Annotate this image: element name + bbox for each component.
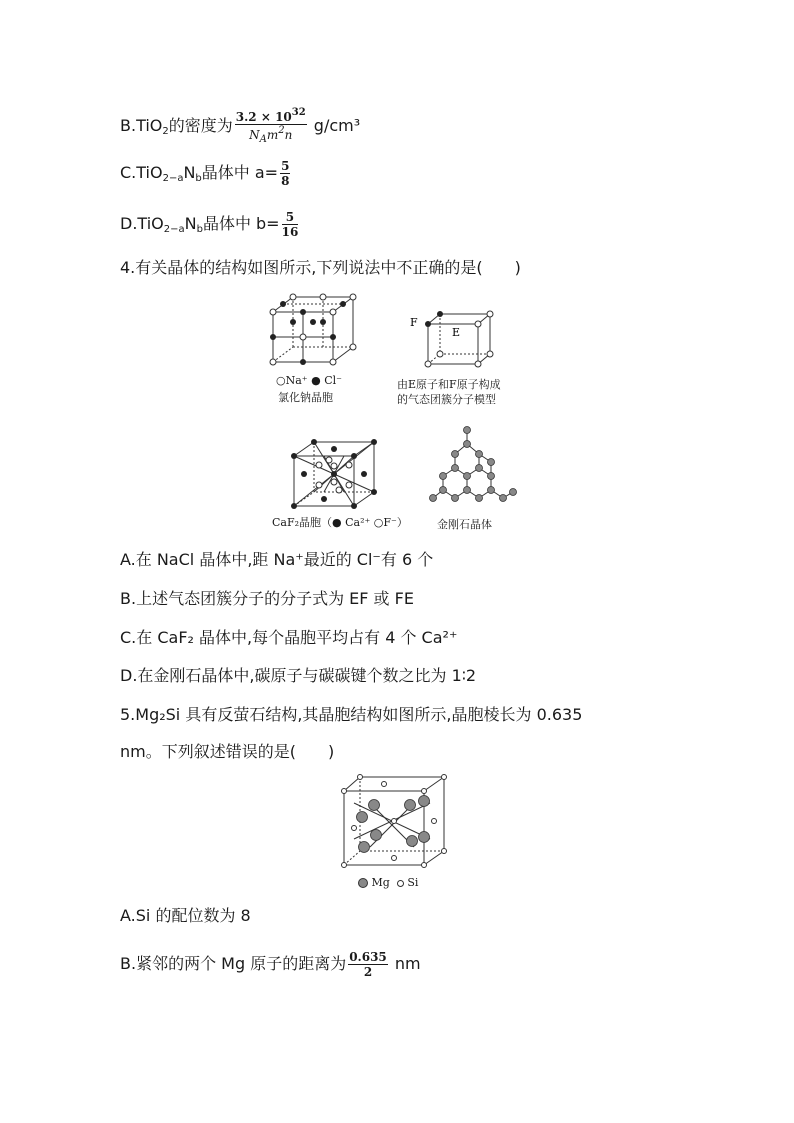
den-exp: 2 bbox=[278, 125, 285, 136]
unit: g/cm³ bbox=[313, 116, 361, 135]
nacl-legend: ○Na⁺ ● Cl⁻ bbox=[276, 374, 342, 387]
label-f: F bbox=[410, 316, 418, 329]
q5-stem-line2: nm。下列叙述错误的是( ) bbox=[120, 742, 335, 761]
formula: D.TiO bbox=[120, 214, 164, 233]
mg-legend-dot bbox=[358, 878, 368, 888]
si-legend-dot bbox=[397, 880, 404, 887]
q3-option-c bbox=[120, 160, 292, 189]
q4-option-d: D.在金刚石晶体中,碳原子与碳碳键个数之比为 1∶2 bbox=[120, 666, 477, 685]
distance-fraction bbox=[348, 951, 388, 978]
q4-option-a: A.在 NaCl 晶体中,距 Na⁺最近的 Cl⁻有 6 个 bbox=[120, 550, 434, 569]
subscript: 2−a bbox=[162, 173, 184, 184]
formula: B.TiO bbox=[120, 116, 163, 135]
numerator: 5 bbox=[282, 211, 299, 225]
caf2-caption: CaF₂晶胞（● Ca²⁺ ○F⁻） bbox=[272, 516, 408, 529]
q4-stem: 4.有关晶体的结构如图所示,下列说法中不正确的是( ) bbox=[120, 258, 521, 277]
subscript-b: b bbox=[196, 224, 203, 235]
denominator: 2 bbox=[363, 965, 373, 979]
ef-cluster-figure bbox=[408, 302, 498, 372]
q3-option-b bbox=[120, 108, 360, 145]
denominator: 16 bbox=[281, 225, 299, 239]
label-e: E bbox=[452, 326, 461, 339]
mg2si-legend bbox=[358, 876, 418, 889]
diamond-caption: 金刚石晶体 bbox=[437, 518, 492, 531]
caf2-unit-cell-figure bbox=[288, 438, 380, 510]
q4-option-b: B.上述气态团簇分子的分子式为 EF 或 FE bbox=[120, 589, 414, 608]
q5-option-a: A.Si 的配位数为 8 bbox=[120, 906, 251, 925]
den-n: N bbox=[249, 128, 260, 142]
option-text: 晶体中 b= bbox=[202, 214, 280, 233]
den-m: m bbox=[266, 128, 279, 142]
subscript: 2 bbox=[162, 126, 169, 137]
den-sub: A bbox=[259, 134, 267, 145]
fraction bbox=[282, 211, 299, 238]
numerator: 3.2 × 10 bbox=[235, 110, 292, 124]
numerator: 0.635 bbox=[349, 950, 387, 964]
fraction bbox=[280, 160, 290, 187]
numerator: 5 bbox=[281, 159, 290, 173]
q3-option-d bbox=[120, 211, 300, 240]
den-tail: n bbox=[284, 128, 293, 142]
option-text: 的密度为 bbox=[168, 116, 233, 135]
option-text: 晶体中 a= bbox=[201, 163, 279, 182]
ef-caption-line1: 由E原子和F原子构成 bbox=[397, 378, 501, 391]
subscript-b: b bbox=[195, 173, 202, 184]
q5-stem-line1: 5.Mg₂Si 具有反萤石结构,其晶胞结构如图所示,晶胞棱长为 0.635 bbox=[120, 705, 583, 724]
formula-n: N bbox=[184, 214, 197, 233]
cl-legend: Cl⁻ bbox=[324, 374, 342, 387]
q4-option-c: C.在 CaF₂ 晶体中,每个晶胞平均占有 4 个 Ca²⁺ bbox=[120, 628, 458, 647]
unit: nm bbox=[394, 954, 421, 973]
nacl-unit-cell-figure bbox=[268, 292, 358, 372]
mg-legend: Mg bbox=[371, 876, 390, 889]
formula: C.TiO bbox=[120, 163, 163, 182]
diamond-crystal-figure bbox=[425, 424, 520, 514]
formula-n: N bbox=[183, 163, 196, 182]
na-legend: Na⁺ bbox=[285, 374, 308, 387]
ef-caption-line2: 的气态团簇分子模型 bbox=[397, 393, 496, 406]
q5-option-b bbox=[120, 951, 421, 978]
denominator: 8 bbox=[281, 174, 290, 188]
exponent: 32 bbox=[291, 107, 306, 118]
subscript: 2−a bbox=[163, 224, 185, 235]
si-legend: Si bbox=[407, 876, 419, 889]
mg2si-unit-cell-figure bbox=[340, 773, 448, 869]
option-text: B.紧邻的两个 Mg 原子的距离为 bbox=[120, 954, 347, 973]
density-fraction bbox=[235, 108, 307, 145]
nacl-caption: 氯化钠晶胞 bbox=[278, 391, 333, 404]
